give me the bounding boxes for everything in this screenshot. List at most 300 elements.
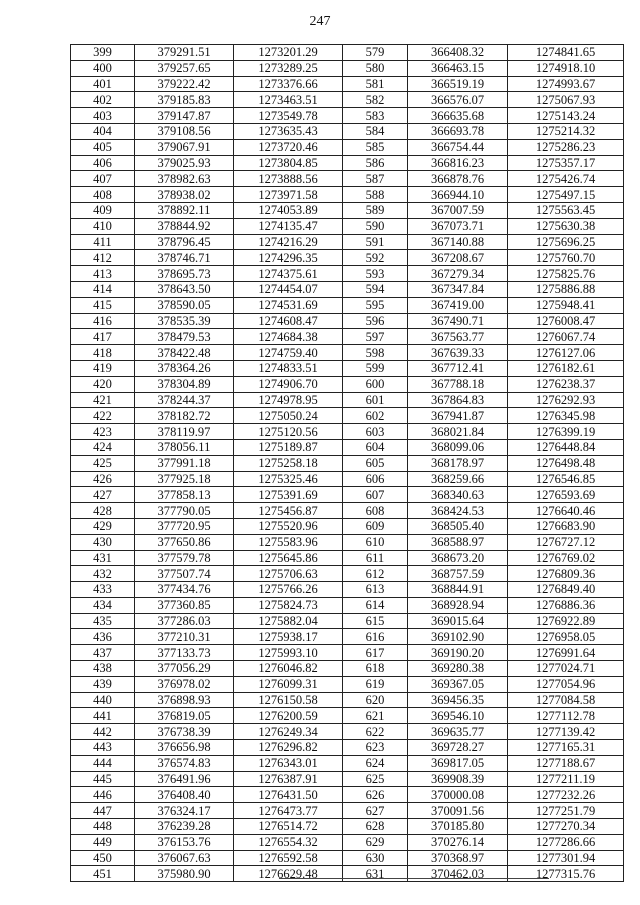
x-coordinate-cell: 379185.83	[135, 92, 234, 108]
table-row	[71, 155, 624, 171]
point-number-cell: 402	[71, 92, 135, 108]
point-number-cell: 419	[71, 360, 135, 376]
table-row	[71, 771, 624, 787]
point-number-cell: 598	[343, 345, 408, 361]
y-coordinate-cell: 1276769.02	[508, 550, 624, 566]
table-row	[71, 803, 624, 819]
point-number-cell: 421	[71, 392, 135, 408]
table-row	[71, 60, 624, 76]
table-row	[71, 676, 624, 692]
point-number-cell: 416	[71, 313, 135, 329]
x-coordinate-cell: 378892.11	[135, 202, 234, 218]
point-number-cell: 624	[343, 755, 408, 771]
point-number-cell: 404	[71, 123, 135, 139]
x-coordinate-cell: 376656.98	[135, 740, 234, 756]
x-coordinate-cell: 370368.97	[408, 850, 508, 866]
x-coordinate-cell: 370185.80	[408, 819, 508, 835]
table-row	[71, 313, 624, 329]
point-number-cell: 450	[71, 850, 135, 866]
table-row	[71, 597, 624, 613]
x-coordinate-cell: 370276.14	[408, 834, 508, 850]
point-number-cell: 622	[343, 724, 408, 740]
point-number-cell: 582	[343, 92, 408, 108]
x-coordinate-cell: 378535.39	[135, 313, 234, 329]
x-coordinate-cell: 375980.90	[135, 866, 234, 882]
y-coordinate-cell: 1275825.76	[508, 266, 624, 282]
x-coordinate-cell: 378364.26	[135, 360, 234, 376]
y-coordinate-cell: 1277165.31	[508, 740, 624, 756]
point-number-cell: 618	[343, 661, 408, 677]
y-coordinate-cell: 1277301.94	[508, 850, 624, 866]
point-number-cell: 415	[71, 297, 135, 313]
table-row	[71, 455, 624, 471]
x-coordinate-cell: 366576.07	[408, 92, 508, 108]
point-number-cell: 621	[343, 708, 408, 724]
y-coordinate-cell: 1277232.26	[508, 787, 624, 803]
point-number-cell: 444	[71, 755, 135, 771]
point-number-cell: 428	[71, 503, 135, 519]
point-number-cell: 611	[343, 550, 408, 566]
point-number-cell: 609	[343, 518, 408, 534]
table-row	[71, 566, 624, 582]
table-row	[71, 108, 624, 124]
coordinates-table	[70, 44, 624, 882]
y-coordinate-cell: 1277286.66	[508, 834, 624, 850]
y-coordinate-cell: 1275882.04	[234, 613, 343, 629]
point-number-cell: 591	[343, 234, 408, 250]
x-coordinate-cell: 377286.03	[135, 613, 234, 629]
point-number-cell: 448	[71, 819, 135, 835]
table-row	[71, 123, 624, 139]
point-number-cell: 589	[343, 202, 408, 218]
point-number-cell: 626	[343, 787, 408, 803]
y-coordinate-cell: 1274918.10	[508, 60, 624, 76]
point-number-cell: 631	[343, 866, 408, 882]
table-row	[71, 281, 624, 297]
point-number-cell: 438	[71, 661, 135, 677]
point-number-cell: 604	[343, 439, 408, 455]
y-coordinate-cell: 1275497.15	[508, 187, 624, 203]
y-coordinate-cell: 1277024.71	[508, 661, 624, 677]
y-coordinate-cell: 1276958.05	[508, 629, 624, 645]
y-coordinate-cell: 1275426.74	[508, 171, 624, 187]
table-row	[71, 534, 624, 550]
y-coordinate-cell: 1275696.25	[508, 234, 624, 250]
x-coordinate-cell: 366408.32	[408, 45, 508, 61]
point-number-cell: 581	[343, 76, 408, 92]
y-coordinate-cell: 1276498.48	[508, 455, 624, 471]
point-number-cell: 412	[71, 250, 135, 266]
x-coordinate-cell: 367563.77	[408, 329, 508, 345]
x-coordinate-cell: 377056.29	[135, 661, 234, 677]
point-number-cell: 439	[71, 676, 135, 692]
point-number-cell: 619	[343, 676, 408, 692]
point-number-cell: 413	[71, 266, 135, 282]
point-number-cell: 432	[71, 566, 135, 582]
y-coordinate-cell: 1276546.85	[508, 471, 624, 487]
y-coordinate-cell: 1275286.23	[508, 139, 624, 155]
point-number-cell: 399	[71, 45, 135, 61]
y-coordinate-cell: 1275706.63	[234, 566, 343, 582]
point-number-cell: 615	[343, 613, 408, 629]
y-coordinate-cell: 1275630.38	[508, 218, 624, 234]
y-coordinate-cell: 1275391.69	[234, 487, 343, 503]
point-number-cell: 409	[71, 202, 135, 218]
x-coordinate-cell: 369908.39	[408, 771, 508, 787]
x-coordinate-cell: 368424.53	[408, 503, 508, 519]
table-row	[71, 266, 624, 282]
y-coordinate-cell: 1275993.10	[234, 645, 343, 661]
point-number-cell: 449	[71, 834, 135, 850]
y-coordinate-cell: 1273720.46	[234, 139, 343, 155]
point-number-cell: 411	[71, 234, 135, 250]
x-coordinate-cell: 370091.56	[408, 803, 508, 819]
x-coordinate-cell: 367419.00	[408, 297, 508, 313]
x-coordinate-cell: 366816.23	[408, 155, 508, 171]
y-coordinate-cell: 1276683.90	[508, 518, 624, 534]
point-number-cell: 406	[71, 155, 135, 171]
x-coordinate-cell: 367279.34	[408, 266, 508, 282]
x-coordinate-cell: 369546.10	[408, 708, 508, 724]
point-number-cell: 433	[71, 582, 135, 598]
y-coordinate-cell: 1275325.46	[234, 471, 343, 487]
x-coordinate-cell: 378938.02	[135, 187, 234, 203]
table-row	[71, 392, 624, 408]
y-coordinate-cell: 1273635.43	[234, 123, 343, 139]
y-coordinate-cell: 1275948.41	[508, 297, 624, 313]
point-number-cell: 628	[343, 819, 408, 835]
point-number-cell: 426	[71, 471, 135, 487]
table-row	[71, 471, 624, 487]
y-coordinate-cell: 1273971.58	[234, 187, 343, 203]
y-coordinate-cell: 1276640.46	[508, 503, 624, 519]
x-coordinate-cell: 366693.78	[408, 123, 508, 139]
x-coordinate-cell: 377991.18	[135, 455, 234, 471]
x-coordinate-cell: 367941.87	[408, 408, 508, 424]
y-coordinate-cell: 1277251.79	[508, 803, 624, 819]
point-number-cell: 403	[71, 108, 135, 124]
x-coordinate-cell: 378304.89	[135, 376, 234, 392]
y-coordinate-cell: 1276849.40	[508, 582, 624, 598]
x-coordinate-cell: 377925.18	[135, 471, 234, 487]
point-number-cell: 414	[71, 281, 135, 297]
point-number-cell: 586	[343, 155, 408, 171]
x-coordinate-cell: 376819.05	[135, 708, 234, 724]
table-row	[71, 297, 624, 313]
point-number-cell: 442	[71, 724, 135, 740]
point-number-cell: 423	[71, 424, 135, 440]
y-coordinate-cell: 1275189.87	[234, 439, 343, 455]
table-row	[71, 834, 624, 850]
x-coordinate-cell: 377507.74	[135, 566, 234, 582]
table-row	[71, 439, 624, 455]
point-number-cell: 630	[343, 850, 408, 866]
y-coordinate-cell: 1273549.78	[234, 108, 343, 124]
point-number-cell: 430	[71, 534, 135, 550]
point-number-cell: 616	[343, 629, 408, 645]
y-coordinate-cell: 1275120.56	[234, 424, 343, 440]
y-coordinate-cell: 1275258.18	[234, 455, 343, 471]
y-coordinate-cell: 1276399.19	[508, 424, 624, 440]
table-row	[71, 329, 624, 345]
point-number-cell: 592	[343, 250, 408, 266]
y-coordinate-cell: 1276629.48	[234, 866, 343, 882]
x-coordinate-cell: 378844.92	[135, 218, 234, 234]
y-coordinate-cell: 1276593.69	[508, 487, 624, 503]
x-coordinate-cell: 368021.84	[408, 424, 508, 440]
x-coordinate-cell: 370000.08	[408, 787, 508, 803]
table-row	[71, 613, 624, 629]
x-coordinate-cell: 376153.76	[135, 834, 234, 850]
x-coordinate-cell: 378119.97	[135, 424, 234, 440]
x-coordinate-cell: 369817.05	[408, 755, 508, 771]
x-coordinate-cell: 378056.11	[135, 439, 234, 455]
x-coordinate-cell: 369102.90	[408, 629, 508, 645]
table-row	[71, 629, 624, 645]
point-number-cell: 408	[71, 187, 135, 203]
point-number-cell: 599	[343, 360, 408, 376]
x-coordinate-cell: 368757.59	[408, 566, 508, 582]
y-coordinate-cell: 1276554.32	[234, 834, 343, 850]
point-number-cell: 597	[343, 329, 408, 345]
x-coordinate-cell: 369190.20	[408, 645, 508, 661]
y-coordinate-cell: 1275563.45	[508, 202, 624, 218]
y-coordinate-cell: 1275456.87	[234, 503, 343, 519]
point-number-cell: 596	[343, 313, 408, 329]
table-row	[71, 692, 624, 708]
y-coordinate-cell: 1275520.96	[234, 518, 343, 534]
table-row	[71, 408, 624, 424]
point-number-cell: 588	[343, 187, 408, 203]
point-number-cell: 608	[343, 503, 408, 519]
point-number-cell: 602	[343, 408, 408, 424]
point-number-cell: 607	[343, 487, 408, 503]
bottom-rule	[279, 878, 549, 879]
y-coordinate-cell: 1274759.40	[234, 345, 343, 361]
point-number-cell: 401	[71, 76, 135, 92]
point-number-cell: 425	[71, 455, 135, 471]
y-coordinate-cell: 1276345.98	[508, 408, 624, 424]
y-coordinate-cell: 1275067.93	[508, 92, 624, 108]
y-coordinate-cell: 1274375.61	[234, 266, 343, 282]
point-number-cell: 436	[71, 629, 135, 645]
y-coordinate-cell: 1273888.56	[234, 171, 343, 187]
x-coordinate-cell: 367073.71	[408, 218, 508, 234]
y-coordinate-cell: 1277188.67	[508, 755, 624, 771]
x-coordinate-cell: 377720.95	[135, 518, 234, 534]
x-coordinate-cell: 369635.77	[408, 724, 508, 740]
y-coordinate-cell: 1276727.12	[508, 534, 624, 550]
x-coordinate-cell: 378479.53	[135, 329, 234, 345]
point-number-cell: 587	[343, 171, 408, 187]
y-coordinate-cell: 1276127.06	[508, 345, 624, 361]
y-coordinate-cell: 1276592.58	[234, 850, 343, 866]
point-number-cell: 447	[71, 803, 135, 819]
y-coordinate-cell: 1276922.89	[508, 613, 624, 629]
x-coordinate-cell: 378746.71	[135, 250, 234, 266]
point-number-cell: 579	[343, 45, 408, 61]
x-coordinate-cell: 370462.03	[408, 866, 508, 882]
x-coordinate-cell: 368588.97	[408, 534, 508, 550]
x-coordinate-cell: 368340.63	[408, 487, 508, 503]
x-coordinate-cell: 367208.67	[408, 250, 508, 266]
x-coordinate-cell: 367788.18	[408, 376, 508, 392]
x-coordinate-cell: 366878.76	[408, 171, 508, 187]
y-coordinate-cell: 1277315.76	[508, 866, 624, 882]
y-coordinate-cell: 1275143.24	[508, 108, 624, 124]
table-row	[71, 487, 624, 503]
x-coordinate-cell: 376978.02	[135, 676, 234, 692]
point-number-cell: 580	[343, 60, 408, 76]
y-coordinate-cell: 1275824.73	[234, 597, 343, 613]
x-coordinate-cell: 378796.45	[135, 234, 234, 250]
y-coordinate-cell: 1275760.70	[508, 250, 624, 266]
y-coordinate-cell: 1274833.51	[234, 360, 343, 376]
point-number-cell: 625	[343, 771, 408, 787]
x-coordinate-cell: 367864.83	[408, 392, 508, 408]
x-coordinate-cell: 376067.63	[135, 850, 234, 866]
table-row	[71, 250, 624, 266]
point-number-cell: 441	[71, 708, 135, 724]
y-coordinate-cell: 1277211.19	[508, 771, 624, 787]
x-coordinate-cell: 369367.05	[408, 676, 508, 692]
x-coordinate-cell: 369280.38	[408, 661, 508, 677]
table-row	[71, 376, 624, 392]
point-number-cell: 605	[343, 455, 408, 471]
table-row	[71, 724, 624, 740]
y-coordinate-cell: 1276238.37	[508, 376, 624, 392]
x-coordinate-cell: 368259.66	[408, 471, 508, 487]
point-number-cell: 424	[71, 439, 135, 455]
x-coordinate-cell: 367007.59	[408, 202, 508, 218]
x-coordinate-cell: 368928.94	[408, 597, 508, 613]
y-coordinate-cell: 1274608.47	[234, 313, 343, 329]
x-coordinate-cell: 376491.96	[135, 771, 234, 787]
y-coordinate-cell: 1275583.96	[234, 534, 343, 550]
y-coordinate-cell: 1273289.25	[234, 60, 343, 76]
point-number-cell: 629	[343, 834, 408, 850]
y-coordinate-cell: 1277054.96	[508, 676, 624, 692]
point-number-cell: 627	[343, 803, 408, 819]
point-number-cell: 610	[343, 534, 408, 550]
point-number-cell: 590	[343, 218, 408, 234]
point-number-cell: 427	[71, 487, 135, 503]
table-row	[71, 234, 624, 250]
table-row	[71, 360, 624, 376]
point-number-cell: 445	[71, 771, 135, 787]
x-coordinate-cell: 376898.93	[135, 692, 234, 708]
x-coordinate-cell: 376574.83	[135, 755, 234, 771]
x-coordinate-cell: 366463.15	[408, 60, 508, 76]
y-coordinate-cell: 1276448.84	[508, 439, 624, 455]
y-coordinate-cell: 1277139.42	[508, 724, 624, 740]
table-row	[71, 787, 624, 803]
x-coordinate-cell: 378422.48	[135, 345, 234, 361]
point-number-cell: 585	[343, 139, 408, 155]
y-coordinate-cell: 1274978.95	[234, 392, 343, 408]
y-coordinate-cell: 1273376.66	[234, 76, 343, 92]
point-number-cell: 600	[343, 376, 408, 392]
y-coordinate-cell: 1273201.29	[234, 45, 343, 61]
point-number-cell: 584	[343, 123, 408, 139]
x-coordinate-cell: 377133.73	[135, 645, 234, 661]
x-coordinate-cell: 368844.91	[408, 582, 508, 598]
x-coordinate-cell: 368673.20	[408, 550, 508, 566]
x-coordinate-cell: 367490.71	[408, 313, 508, 329]
x-coordinate-cell: 377360.85	[135, 597, 234, 613]
point-number-cell: 595	[343, 297, 408, 313]
table-row	[71, 819, 624, 835]
point-number-cell: 400	[71, 60, 135, 76]
point-number-cell: 446	[71, 787, 135, 803]
y-coordinate-cell: 1276296.82	[234, 740, 343, 756]
point-number-cell: 614	[343, 597, 408, 613]
y-coordinate-cell: 1276343.01	[234, 755, 343, 771]
y-coordinate-cell: 1274296.35	[234, 250, 343, 266]
point-number-cell: 418	[71, 345, 135, 361]
y-coordinate-cell: 1276150.58	[234, 692, 343, 708]
y-coordinate-cell: 1276067.74	[508, 329, 624, 345]
x-coordinate-cell: 377210.31	[135, 629, 234, 645]
point-number-cell: 422	[71, 408, 135, 424]
y-coordinate-cell: 1277112.78	[508, 708, 624, 724]
point-number-cell: 606	[343, 471, 408, 487]
x-coordinate-cell: 378982.63	[135, 171, 234, 187]
x-coordinate-cell: 379067.91	[135, 139, 234, 155]
y-coordinate-cell: 1275050.24	[234, 408, 343, 424]
table-row	[71, 661, 624, 677]
y-coordinate-cell: 1275214.32	[508, 123, 624, 139]
x-coordinate-cell: 379025.93	[135, 155, 234, 171]
y-coordinate-cell: 1274454.07	[234, 281, 343, 297]
y-coordinate-cell: 1277270.34	[508, 819, 624, 835]
point-number-cell: 405	[71, 139, 135, 155]
table-row	[71, 202, 624, 218]
y-coordinate-cell: 1276292.93	[508, 392, 624, 408]
y-coordinate-cell: 1276886.36	[508, 597, 624, 613]
point-number-cell: 603	[343, 424, 408, 440]
x-coordinate-cell: 366635.68	[408, 108, 508, 124]
y-coordinate-cell: 1274993.67	[508, 76, 624, 92]
y-coordinate-cell: 1276249.34	[234, 724, 343, 740]
y-coordinate-cell: 1276514.72	[234, 819, 343, 835]
y-coordinate-cell: 1276431.50	[234, 787, 343, 803]
point-number-cell: 617	[343, 645, 408, 661]
y-coordinate-cell: 1276809.36	[508, 566, 624, 582]
x-coordinate-cell: 376738.39	[135, 724, 234, 740]
y-coordinate-cell: 1275766.26	[234, 582, 343, 598]
x-coordinate-cell: 366754.44	[408, 139, 508, 155]
point-number-cell: 407	[71, 171, 135, 187]
point-number-cell: 451	[71, 866, 135, 882]
point-number-cell: 613	[343, 582, 408, 598]
y-coordinate-cell: 1275645.86	[234, 550, 343, 566]
x-coordinate-cell: 379222.42	[135, 76, 234, 92]
x-coordinate-cell: 367140.88	[408, 234, 508, 250]
y-coordinate-cell: 1276182.61	[508, 360, 624, 376]
x-coordinate-cell: 367712.41	[408, 360, 508, 376]
y-coordinate-cell: 1276046.82	[234, 661, 343, 677]
table-row	[71, 171, 624, 187]
table-row	[71, 187, 624, 203]
table-row	[71, 76, 624, 92]
y-coordinate-cell: 1275938.17	[234, 629, 343, 645]
point-number-cell: 410	[71, 218, 135, 234]
x-coordinate-cell: 378590.05	[135, 297, 234, 313]
point-number-cell: 435	[71, 613, 135, 629]
y-coordinate-cell: 1273463.51	[234, 92, 343, 108]
table-row	[71, 218, 624, 234]
